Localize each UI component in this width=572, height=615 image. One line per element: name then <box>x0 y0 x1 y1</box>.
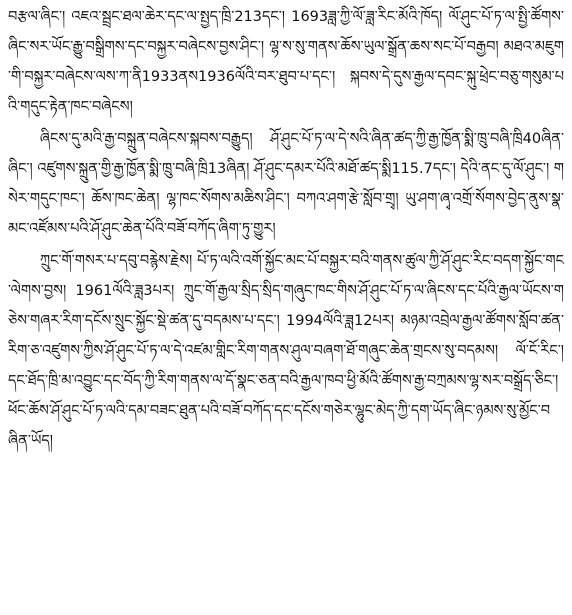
paragraph-1: བརྩལ་ཞིང་། འཇའ་སྦྲང་ཐལ་ཆེར་དང་ལ་སྤྱད་ཁྲི་213དང་། 1693ཟླ་ཀྱི་ལོ་ཟླ་རིང་མོའི་ཁོད། ལོ་ཤུང་པོ་ཏ་ལ་སྤྱི་ཚོགས་ཞིང་སར་ཡོང་རྒྱུ་བསྒྲིགས་དང་བསྐྱར་བཞེངས་བྱས་ཤིང་། ལྷ་ས་སུ་གནས་ཆོས་ཡུལ་སྒྲོན་ཆས་སང་པོ་བརྒྱབ། མཐའ་མཇུག་གི་བསྐྱར་བཞེངས་ལས་ཀ་ནི1933ནས1936ལོའི་བར་ཐུབ་པ་དང་། སྐབས་དེ་དུས་རྒྱལ་དབང་སྐུ་ཕྲེང་བཅུ་གསུམ་པའི་གདུང་རྟེན་ཁང་བཞེངས། <box>8 9 564 115</box>
paragraph-2: ཞིངས་དུ་མའི་རྒྱ་བསྐྲུན་བཞེངས་སྐབས་བརྒྱུད། ཤོ་ཤུང་པོ་ཏ་ལ་དེ་སའི་ཞིན་ཚད་ཀྱི་རྒྱ་ཁྱོན་སྨི་ཁྲུ་བཞི་ཁྲི40ཞིན་ཞིང་། འཛུགས་སྐྲུན་གྱི་རྒྱ་ཁྱོན་སྨི་ཁྲུ་བཞི་ཁྲི13ཞིན། ཤོ་ཤུང་དམར་པོའི་མཐོ་ཚད་སྨི115.7དང་། དེའི་ནང་དུ་ལོ་ཤུང་། གསེར་གདུང་ཁང་། ཆོས་ཁང་ཆེན། ལྷ་ཁང་སོགས་མཆིས་ཤིང་། བཀའ་ཤག་རྩེ་སློབ་གྲྭ། ཡུ་ཤག་ཞྭ་འགྲོ་སོགས་བྱེད་ནུས་སྣ་མང་འཛོམས་པའི་ཤོ་ཤུང་ཆེན་པོའི་བཟོ་བཀོད་ཞིག་ཏུ་གྱུར། <box>8 131 565 237</box>
paragraph-3: ཀྲུང་གོ་གསར་པ་དབུ་བརྙེས་རྗེས། པོ་ཏ་ལའི་འགོ་སྐྱོང་མང་པོ་བསྐྱར་བའི་གནས་ཚུལ་ཀྱི་ཤོ་ཤུང་རིང་བདག་སྐྱོང་གང་ལེགས་བྱས། 1961ལོའི་ཟླ3པར། ཀྲུང་གོ་རྒྱལ་སྲིད་སྲིད་གཞུང་ཁང་གིས་ཤོ་ཤུང་པོ་ཏ་ལ་ཞིངས་དང་པོའི་རྒྱལ་ཡོངས་གཅེས་གཞར་རིག་དངོས་སྲུང་སྐྱོང་སྡེ་ཚན་དུ་བདམས་པ་དང་། 1994ལོའི་ཟླ12པར། མཉམ་འབྲེལ་རྒྱལ་ཚོགས་སློབ་ཚན་རིག་ཅ་འཛུགས་ཀྱིས་ཤོ་ཤུང་པོ་ཏ་ལ་དེ་འཛམ་གླིང་རིག་གནས་ཤུལ་བཞག་ཐོ་གཞུང་ཆེན་གྲངས་སུ་བདམས། ལོ་ངོ་རིང་། དང་ཐོད་ཁྲི་མ་འབྱུང་དང་བོད་ཀྱི་རིག་གནས་ལ་དོ་སྣང་ཅན་བའི་རྒྱལ་ཁབ་ཕྱི་མོའི་ཚོགས་རྒྱ་བཀྲམས་ལྷ་སར་བསྒྲོད་ཅིང་། ཕོང་ཆོས་ཤོ་ཤུང་པོ་ཏ་ལའི་དམ་བཟང་ཐུན་པའི་བཟོ་བཀོད་དང་དངོས་གཅེར་ལྷུང་མེད་ཀྱི་དག་ཡོད་ཞིང་ཉམས་སུ་མྱོང་བཞིན་ཡོད། <box>8 253 564 449</box>
